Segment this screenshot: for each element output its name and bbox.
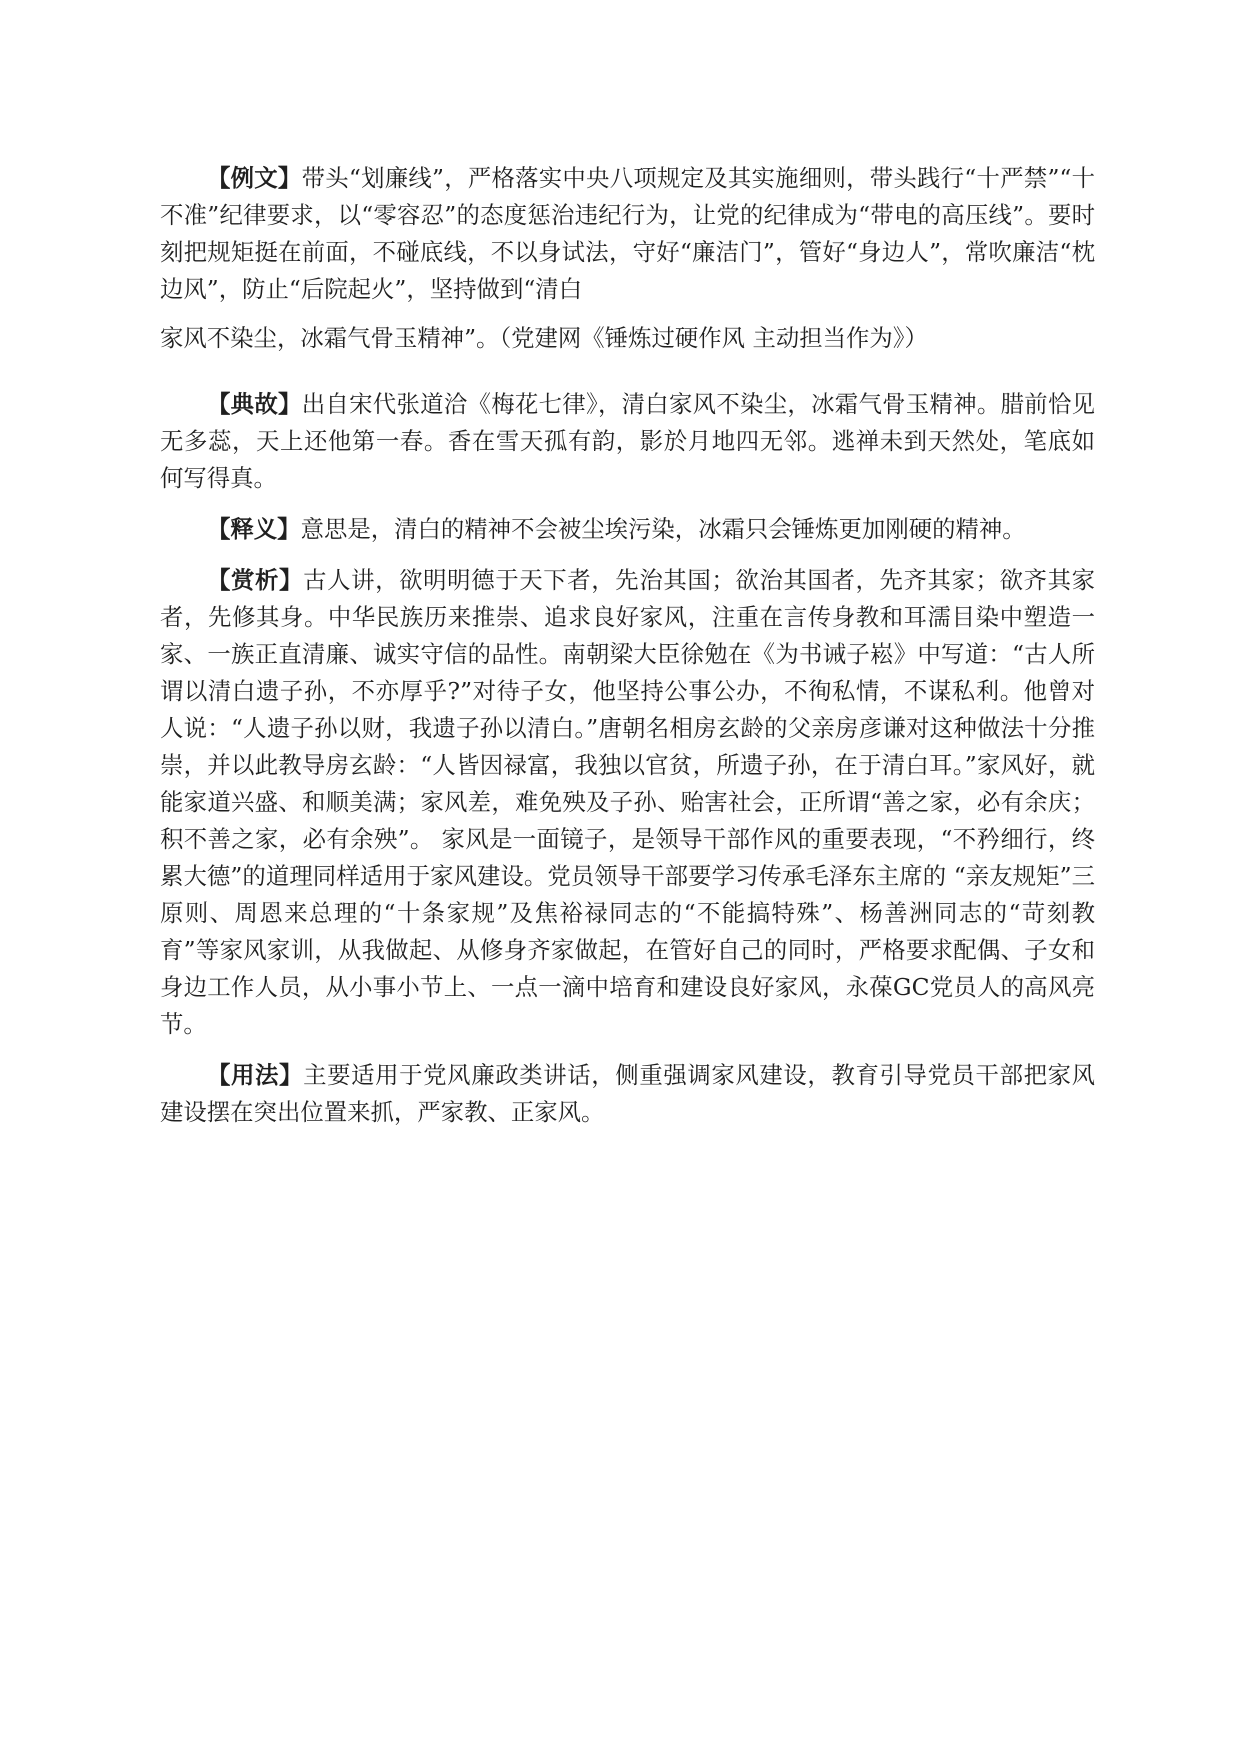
example-tail: 家风不染尘，冰霜气骨玉精神”。 — [160, 324, 500, 352]
example-tail-line — [160, 308, 928, 368]
allusion-tag: 【典故】 — [207, 390, 302, 418]
example-source: （党建网《锤炼过硬作风 主动担当作为》） — [499, 324, 928, 352]
usage-tag: 【用法】 — [207, 1061, 304, 1089]
meaning-paragraph — [160, 511, 1095, 548]
example-body: 带头“划廉线”，严格落实中央八项规定及其实施细则，带头践行“十严禁”“十不准”纪律要求，以“零容忍”的态度惩治违纪行为，让党的纪律成为“带电的高压线”。要时刻把规矩挺在前面，不碰底线，不以身试法，守好“廉洁门”，管好“身边人”，常吹廉洁“枕边风”，防止“后院起火”，坚持做到“清白 — [160, 164, 1096, 303]
analysis-body: 古人讲，欲明明德于天下者，先治其国；欲治其国者，先齐其家；欲齐其家者，先修其身。中华民族历来推崇、追求良好家风，注重在言传身教和耳濡目染中塑造一家、一族正直清廉、诚实守信的品性。南朝梁大臣徐勉在《为书诫子崧》中写道：“古人所谓以清白遗子孙，不亦厚乎?”对待子女，他坚持公事公办，不徇私情，不谋私利。他曾对人说：“人遗子孙以财，我遗子孙以清白。”唐朝名相房玄龄的父亲房彦谦对这种做法十分推崇，并以此教导房玄龄：“人皆因禄富，我独以官贫，所遗子孙，在于清白耳。”家风好，就能家道兴盛、和顺美满；家风差，难免殃及子孙、贻害社会，正所谓“善之家，必有余庆；积不善之家，必有余殃”。 家风是一面镜子，是领导干部作风的重要表现，“不矜细行，终累大德”的道理同样适用于家风建设。党员领导干部要学习传承毛泽东主席的 “亲友规矩”三原则、周恩来总理的“十条家规”及焦裕禄同志的“不能搞特殊”、杨善洲同志的“苛刻教育”等家风家训，从我做起、从修身齐家做起，在管好自己的同时，严格要求配偶、子女和身边工作人员，从小事小节上、一点一滴中培育和建设良好家风，永葆GC党员人的高风亮节。 — [160, 566, 1096, 1038]
allusion-body: 出自宋代张道洽《梅花七律》，清白家风不染尘，冰霜气骨玉精神。腊前恰见无多蕊，天上还他第一春。香在雪天孤有韵，影於月地四无邻。逃禅未到天然处，笔底如何写得真。 — [160, 390, 1096, 492]
usage-paragraph — [160, 1057, 1095, 1131]
example-tag: 【例文】 — [207, 164, 302, 192]
example-paragraph — [160, 160, 1095, 368]
meaning-body: 意思是，清白的精神不会被尘埃污染，冰霜只会锤炼更加刚硬的精神。 — [300, 515, 1026, 543]
allusion-paragraph — [160, 386, 1095, 497]
analysis-tag: 【赏析】 — [207, 566, 304, 594]
document-page — [160, 160, 1095, 1145]
usage-body: 主要适用于党风廉政类讲话，侧重强调家风建设，教育引导党员干部把家风建设摆在突出位置来抓，严家教、正家风。 — [160, 1061, 1096, 1126]
meaning-tag: 【释义】 — [207, 515, 301, 543]
analysis-paragraph — [160, 562, 1095, 1043]
